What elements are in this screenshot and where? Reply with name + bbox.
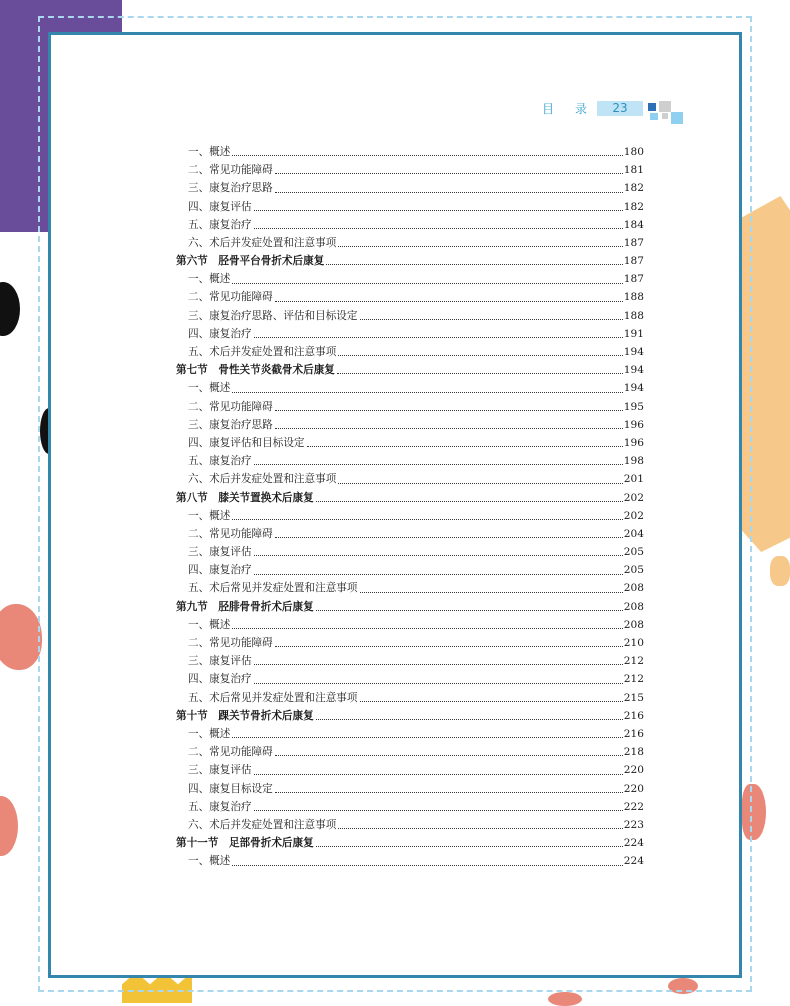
toc-entry-page: 182 bbox=[623, 182, 644, 195]
toc-leader-dots bbox=[275, 646, 623, 647]
toc-entry-page: 196 bbox=[623, 418, 644, 431]
toc-entry-page: 205 bbox=[623, 564, 644, 577]
toc-leader-dots bbox=[254, 555, 623, 556]
toc-leader-dots bbox=[338, 246, 622, 247]
toc-entry-title: 三、康复治疗思路、评估和目标设定 bbox=[188, 309, 358, 322]
toc-leader-dots bbox=[232, 628, 622, 629]
toc-subentry[interactable] bbox=[176, 652, 644, 670]
toc-entry-page: 220 bbox=[623, 782, 644, 795]
toc-subentry[interactable] bbox=[176, 216, 644, 234]
toc-leader-dots bbox=[338, 355, 622, 356]
toc-leader-dots bbox=[232, 737, 622, 738]
toc-subentry[interactable] bbox=[176, 761, 644, 779]
toc-leader-dots bbox=[307, 446, 623, 447]
toc-leader-dots bbox=[275, 301, 623, 302]
toc-subentry[interactable] bbox=[176, 343, 644, 361]
toc-entry-title: 第九节 胫腓骨骨折术后康复 bbox=[176, 600, 314, 613]
toc-entry-title: 六、术后并发症处置和注意事项 bbox=[188, 236, 337, 249]
toc-leader-dots bbox=[232, 865, 622, 866]
orange-blot-decoration bbox=[770, 556, 790, 586]
toc-entry-page: 194 bbox=[623, 346, 644, 359]
toc-leader-dots bbox=[254, 228, 623, 229]
purple-dots-decoration bbox=[48, 0, 118, 12]
toc-entry-title: 四、康复治疗 bbox=[188, 564, 252, 577]
toc-subentry[interactable] bbox=[176, 470, 644, 488]
toc-subentry[interactable] bbox=[176, 780, 644, 798]
toc-leader-dots bbox=[254, 664, 623, 665]
toc-entry-page: 222 bbox=[623, 800, 644, 813]
toc-leader-dots bbox=[316, 501, 623, 502]
black-blot-decoration bbox=[0, 282, 20, 336]
toc-subentry[interactable] bbox=[176, 525, 644, 543]
toc-leader-dots bbox=[232, 392, 622, 393]
toc-leader-dots bbox=[360, 592, 623, 593]
toc-entry-title: 五、术后并发症处置和注意事项 bbox=[188, 346, 337, 359]
toc-entry-page: 187 bbox=[623, 236, 644, 249]
toc-leader-dots bbox=[254, 683, 623, 684]
toc-entry-page: 216 bbox=[623, 709, 644, 722]
salmon-blot-decoration bbox=[0, 796, 18, 856]
toc-entry-title: 二、常见功能障碍 bbox=[188, 291, 273, 304]
toc-leader-dots bbox=[360, 701, 623, 702]
toc-section-entry[interactable] bbox=[176, 361, 644, 379]
toc-entry-title: 一、概述 bbox=[188, 855, 231, 868]
toc-section-entry[interactable] bbox=[176, 707, 644, 725]
toc-subentry[interactable] bbox=[176, 561, 644, 579]
toc-leader-dots bbox=[275, 792, 623, 793]
toc-entry-page: 198 bbox=[623, 455, 644, 468]
toc-entry-page: 201 bbox=[623, 473, 644, 486]
toc-entry-page: 205 bbox=[623, 546, 644, 559]
toc-leader-dots bbox=[275, 192, 623, 193]
header-square-decoration bbox=[671, 112, 683, 124]
toc-entry-page: 187 bbox=[623, 255, 644, 268]
toc-entry-page: 196 bbox=[623, 436, 644, 449]
toc-entry-title: 二、常见功能障碍 bbox=[188, 746, 273, 759]
toc-entry-title: 六、术后并发症处置和注意事项 bbox=[188, 818, 337, 831]
header-square-decoration bbox=[662, 113, 668, 119]
toc-subentry[interactable] bbox=[176, 434, 644, 452]
toc-entry-page: 202 bbox=[623, 509, 644, 522]
toc-entry-title: 四、康复评估和目标设定 bbox=[188, 436, 305, 449]
toc-entry-page: 208 bbox=[623, 600, 644, 613]
toc-entry-page: 187 bbox=[623, 273, 644, 286]
toc-entry-title: 一、概述 bbox=[188, 509, 231, 522]
toc-entry-page: 181 bbox=[623, 164, 644, 177]
toc-leader-dots bbox=[316, 719, 623, 720]
toc-leader-dots bbox=[254, 210, 623, 211]
toc-subentry[interactable] bbox=[176, 179, 644, 197]
toc-subentry[interactable] bbox=[176, 416, 644, 434]
toc-subentry[interactable] bbox=[176, 161, 644, 179]
toc-entry-page: 215 bbox=[623, 691, 644, 704]
header-square-decoration bbox=[648, 103, 656, 111]
toc-leader-dots bbox=[254, 574, 623, 575]
toc-leader-dots bbox=[232, 283, 622, 284]
toc-entry-title: 一、概述 bbox=[188, 727, 231, 740]
toc-entry-title: 四、康复治疗 bbox=[188, 327, 252, 340]
toc-section-entry[interactable] bbox=[176, 598, 644, 616]
toc-entry-title: 第六节 胫骨平台骨折术后康复 bbox=[176, 255, 325, 268]
toc-section-entry[interactable] bbox=[176, 834, 644, 852]
toc-entry-title: 五、术后常见并发症处置和注意事项 bbox=[188, 582, 358, 595]
toc-subentry[interactable] bbox=[176, 234, 644, 252]
toc-entry-title: 五、康复治疗 bbox=[188, 800, 252, 813]
toc-entry-page: 184 bbox=[623, 218, 644, 231]
toc-leader-dots bbox=[338, 483, 622, 484]
salmon-blot-decoration bbox=[0, 604, 42, 670]
toc-entry-page: 216 bbox=[623, 727, 644, 740]
toc-subentry[interactable] bbox=[176, 725, 644, 743]
toc-entry-page: 202 bbox=[623, 491, 644, 504]
header-square-decoration bbox=[650, 113, 658, 120]
toc-subentry[interactable] bbox=[176, 398, 644, 416]
toc-entry-title: 二、常见功能障碍 bbox=[188, 400, 273, 413]
toc-entry-title: 四、康复治疗 bbox=[188, 673, 252, 686]
toc-entry-title: 四、康复目标设定 bbox=[188, 782, 273, 795]
toc-subentry[interactable] bbox=[176, 543, 644, 561]
toc-entry-title: 三、康复评估 bbox=[188, 764, 252, 777]
toc-entry-title: 五、康复治疗 bbox=[188, 218, 252, 231]
toc-leader-dots bbox=[254, 337, 623, 338]
toc-subentry[interactable] bbox=[176, 143, 644, 161]
toc-subentry[interactable] bbox=[176, 816, 644, 834]
toc-entry-title: 六、术后并发症处置和注意事项 bbox=[188, 473, 337, 486]
toc-leader-dots bbox=[338, 828, 622, 829]
toc-entry-page: 220 bbox=[623, 764, 644, 777]
toc-entry-page: 212 bbox=[623, 655, 644, 668]
toc-entry-page: 195 bbox=[623, 400, 644, 413]
toc-entry-title: 二、常见功能障碍 bbox=[188, 637, 273, 650]
toc-subentry[interactable] bbox=[176, 689, 644, 707]
toc-leader-dots bbox=[254, 774, 623, 775]
toc-subentry[interactable] bbox=[176, 743, 644, 761]
toc-entry-title: 一、概述 bbox=[188, 145, 231, 158]
toc-entry-title: 第八节 膝关节置换术后康复 bbox=[176, 491, 314, 504]
header-label-mu: 目 bbox=[542, 102, 555, 116]
toc-subentry[interactable] bbox=[176, 198, 644, 216]
toc-subentry[interactable] bbox=[176, 670, 644, 688]
toc-leader-dots bbox=[316, 610, 623, 611]
toc-subentry[interactable] bbox=[176, 580, 644, 598]
toc-leader-dots bbox=[275, 173, 623, 174]
toc-entry-page: 204 bbox=[623, 527, 644, 540]
toc-entry-title: 三、康复评估 bbox=[188, 655, 252, 668]
toc-section-entry[interactable] bbox=[176, 489, 644, 507]
toc-entry-page: 208 bbox=[623, 582, 644, 595]
toc-leader-dots bbox=[275, 537, 623, 538]
toc-entry-title: 一、概述 bbox=[188, 273, 231, 286]
toc-entry-page: 188 bbox=[623, 309, 644, 322]
toc-entry-page: 224 bbox=[623, 837, 644, 850]
toc-entry-title: 第七节 骨性关节炎截骨术后康复 bbox=[176, 364, 335, 377]
toc-leader-dots bbox=[337, 373, 623, 374]
toc-subentry[interactable] bbox=[176, 507, 644, 525]
toc-leader-dots bbox=[275, 410, 623, 411]
toc-entry-title: 一、概述 bbox=[188, 618, 231, 631]
toc-entry-page: 188 bbox=[623, 291, 644, 304]
toc-subentry[interactable] bbox=[176, 325, 644, 343]
toc-leader-dots bbox=[360, 319, 623, 320]
toc-subentry[interactable] bbox=[176, 270, 644, 288]
toc-entry-title: 二、常见功能障碍 bbox=[188, 527, 273, 540]
salmon-blot-decoration bbox=[548, 992, 582, 1006]
toc-entry-page: 218 bbox=[623, 746, 644, 759]
toc-entry-page: 210 bbox=[623, 637, 644, 650]
toc-entry-page: 194 bbox=[623, 364, 644, 377]
toc-section-entry[interactable] bbox=[176, 252, 644, 270]
toc-leader-dots bbox=[254, 810, 623, 811]
toc-entry-title: 三、康复治疗思路 bbox=[188, 182, 273, 195]
toc-entry-title: 四、康复评估 bbox=[188, 200, 252, 213]
toc-entry-title: 第十节 踝关节骨折术后康复 bbox=[176, 709, 314, 722]
page-number: 23 bbox=[597, 101, 643, 116]
toc-entry-page: 194 bbox=[623, 382, 644, 395]
toc-leader-dots bbox=[275, 755, 623, 756]
toc-entry-page: 224 bbox=[623, 855, 644, 868]
toc-leader-dots bbox=[326, 264, 622, 265]
toc-subentry[interactable] bbox=[176, 289, 644, 307]
toc-leader-dots bbox=[254, 464, 623, 465]
toc-entry-page: 182 bbox=[623, 200, 644, 213]
toc-entry-title: 一、概述 bbox=[188, 382, 231, 395]
toc-leader-dots bbox=[232, 155, 622, 156]
toc-entry-title: 三、康复评估 bbox=[188, 546, 252, 559]
toc-subentry[interactable] bbox=[176, 616, 644, 634]
toc-entry-title: 第十一节 足部骨折术后康复 bbox=[176, 837, 314, 850]
toc-entry-page: 208 bbox=[623, 618, 644, 631]
toc-subentry[interactable] bbox=[176, 307, 644, 325]
toc-subentry[interactable] bbox=[176, 852, 644, 870]
toc-entry-page: 180 bbox=[623, 145, 644, 158]
toc-leader-dots bbox=[275, 428, 623, 429]
toc-entry-title: 三、康复治疗思路 bbox=[188, 418, 273, 431]
toc-entry-page: 212 bbox=[623, 673, 644, 686]
toc-entry-title: 五、术后常见并发症处置和注意事项 bbox=[188, 691, 358, 704]
toc-entry-page: 223 bbox=[623, 818, 644, 831]
toc-subentry[interactable] bbox=[176, 452, 644, 470]
toc-subentry[interactable] bbox=[176, 798, 644, 816]
toc-entry-title: 五、康复治疗 bbox=[188, 455, 252, 468]
table-of-contents bbox=[176, 143, 644, 871]
header-square-decoration bbox=[659, 101, 671, 112]
header-label-lu: 录 bbox=[575, 102, 588, 116]
toc-leader-dots bbox=[232, 519, 622, 520]
toc-entry-title: 二、常见功能障碍 bbox=[188, 164, 273, 177]
toc-subentry[interactable] bbox=[176, 634, 644, 652]
toc-subentry[interactable] bbox=[176, 379, 644, 397]
toc-leader-dots bbox=[316, 846, 623, 847]
toc-entry-page: 191 bbox=[623, 327, 644, 340]
